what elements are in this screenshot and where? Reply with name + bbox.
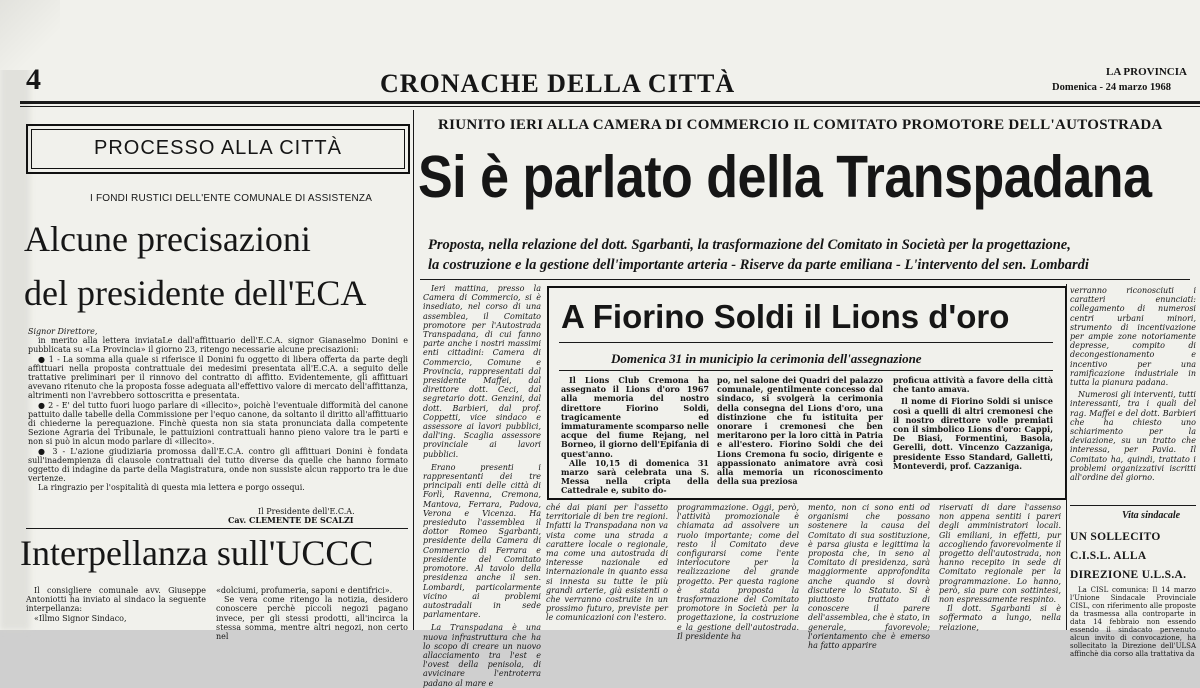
- main-column-2: [546, 503, 668, 630]
- right-column-text: [1070, 286, 1196, 482]
- lions-column-2: [717, 376, 883, 486]
- main-deck-rule: [420, 279, 1190, 280]
- left-kicker: I FONDI RUSTICI DELL'ENTE COMUNALE DI ASSISTENZA: [90, 193, 373, 204]
- right-paragraph-2: Numerosi gli interventi, tutti interessanti, tra i quali del rag. Maffei e del dott. Barbieri che ha chiesto uno schiarimento per la deviazione, su un tratto che interessa, per Pavia. Il Comitato ha, quindi, trattato i problemi organizzativi iscritti all'ordine del giorno.: [1070, 390, 1196, 483]
- column-separator-left: [413, 110, 414, 630]
- lions-c3-paragraph-2: Il nome di Fiorino Soldi si unisce così a quelli di altri cremonesi che il nostro direttore volle premiati con il simbolico Lions d'oro: Cappi, De Biasi, Formentini, Basola, Gerelli, dott. Vincenzo Cazzaniga, presidente Esso Standard, Galletti, Monteverdi, prof. Cazzaniga.: [893, 396, 1053, 471]
- interpellanza-paragraph-1: Il consigliere comunale avv. Giuseppe Antoniotti ha inviato al sindaco la seguente interpellanza:: [26, 586, 206, 614]
- left-headline-line-2: del presidente dell'ECA: [24, 273, 367, 313]
- page-number: 4: [26, 63, 41, 96]
- interpellanza-paragraph-3: «dolciumi, profumeria, saponi e dentifrici».: [216, 586, 393, 595]
- letter-paragraph-4: ● 3 - L'azione giudiziaria promossa dall'E.C.A. contro gli affittuari Donini è fondata sull'inadempienza di clausole contrattuali del tutto diverse da quelle che hanno formato oggetto di indagine da parte della Magistratura, onde non sussiste alcun rapporto tra le due vertenze.: [28, 446, 408, 484]
- lions-column-1: [561, 376, 709, 496]
- letter-salutation: Signor Direttore,: [28, 327, 98, 336]
- lions-rule-1: [559, 342, 1053, 343]
- main-column-3: [677, 503, 799, 641]
- main-kicker: RIUNITO IERI ALLA CAMERA DI COMMERCIO IL COMITATO PROMOTORE DELL'AUTOSTRADA: [438, 117, 1163, 133]
- lions-box: [547, 286, 1067, 500]
- interpellanza-text-2: [216, 586, 408, 641]
- right-column-divider: [1070, 505, 1196, 506]
- lions-headline: A Fiorino Soldi il Lions d'oro: [561, 298, 1010, 335]
- lions-column-3: [893, 376, 1053, 471]
- main-col4-paragraph: mento, non ci sono enti od organismi che possano sostenere la causa del Comitato di sua sostituzione, è parsa giusta e legittima la proposta che, in seno al Comitato di presidenza, sarà maggiormente approfondita anche quando si dovrà discutere lo Statuto. Si è piuttosto trattato di conoscere il parere dell'assemblea, che è stato, in generale, favorevole; l'orientamento che è emerso ha fatto apparire: [808, 503, 930, 651]
- signature-name: Cav. CLEMENTE DE SCALZI: [228, 515, 354, 525]
- main-col5-paragraph-2: Il dott. Sgarbanti si è soffermato a lungo, nella relazione,: [939, 604, 1061, 632]
- main-col1-paragraph-1: Ieri mattina, presso la Camera di Commercio, si è insediato, nel corso di una assemblea, il Comitato promotore per l'Autostrada Transpadana, di cui fanno parte anche i nostri massimi enti cittadini: Camera di Commercio, Comune e Provincia, rappresentati dal presidente Maffei, dal direttore dott. Ceci, dal segretario dott. Genzini, dal dott. Barbieri, dal prof. Coppetti, vice sindaco e assessore ai lavori pubblici, dall'ing. Scaglia assessore provinciale ai lavori pubblici.: [423, 284, 541, 459]
- main-col1-paragraph-3: La Transpadana è una nuova infrastruttura che ha lo scopo di creare un nuovo allacciamento tra l'est e l'ovest della penisola, di avvicinare l'entroterra padano al mare e: [423, 623, 541, 688]
- boxed-title: PROCESSO ALLA CITTÀ: [94, 137, 342, 159]
- left-column-divider: [26, 528, 408, 529]
- interpellanza-paragraph-2: «Illmo Signor Sindaco,: [34, 613, 127, 623]
- main-headline: Si è parlato della Transpadana: [418, 144, 1152, 211]
- letter-paragraph-2: ● 1 - La somma alla quale si riferisce il Donini fu oggetto di libera offerta da parte degli affittuari nella proposta contrattuale dei medesimi presentata all'E.C.A. a seguito delle trattative preliminari per il rinnovo del contratto di affitto. Evidentemente, gli affittuari avevano ritenuto che la proposta fosse adeguata all'effettivo valore di mercato dell'affittanza, altrimenti non l'avrebbero sottoscritta e presentata.: [28, 354, 408, 401]
- left-headline-3: Interpellanza sull'UCCC: [20, 533, 374, 573]
- right-headline: UN SOLLECITO C.I.S.L. ALLA DIREZIONE U.L.S.A.: [1070, 531, 1187, 581]
- main-col5-paragraph-1: riservati di dare l'assenso non appena sentiti i pareri degli amministratori locali. Gli emiliani, in effetti, pur accogliendo favorevolmente il progetto dell'autostrada, non hanno recepito in sede di Comitato regionale per la programmazione. Lo hanno, però, sia pure con sottintesi, non espressamente respinto.: [939, 503, 1061, 605]
- eca-letter: [28, 327, 408, 493]
- section-title: CRONACHE DELLA CITTÀ: [380, 69, 736, 98]
- main-column-4: [808, 503, 930, 651]
- masthead-rule-thin: [20, 106, 1200, 107]
- signature-title: Il Presidente dell'E.C.A.: [258, 507, 355, 516]
- boxed-title-frame: [26, 124, 410, 174]
- right-paragraph-1: verranno riconosciuti i caratteri enunciati: collegamento di numerosi centri urbani minori, strumento di incentivazione per ampie zone notoriamente depresse, compito di decongestionamento e incentivo per una ramificazione industriale in tutta la pianura padana.: [1070, 286, 1196, 388]
- right-cisl-text: [1070, 586, 1196, 658]
- main-col1-paragraph-2: Erano presenti i rappresentanti dei tre principali enti delle città di Forlì, Ravenna, Cremona, Mantova, Ferrara, Padova, Verona e Vicenza. Ha presieduto l'assemblea il dottor Romeo Sgarbanti, presidente della Camera di Commercio di Ferrara e presidente del Comitato promotore. Al tavolo della presidenza anche il sen. Lombardi, particolarmente vicino ai problemi autostradali in sede parlamentare.: [423, 462, 541, 620]
- page-corner-fold: [0, 0, 60, 70]
- letter-paragraph-3: ● 2 - E' del tutto fuori luogo parlare di «illecito», poichè l'eventuale difformità del canone pattuito dalle tabelle della Commissione per l'equo canone, da soltanto il diritto all'affittuario di chiederne la perequazione. Finchè questa non sia stata pronunciata dalla competente Sezione Agraria del Tribunale, le pattuizioni contrattuali hanno pieno valore tra le parti e non si può in alcun modo parlare di «illecito».: [28, 400, 408, 447]
- main-col3-paragraph: programmazione. Oggi, però, l'attività promozionale è chiamata ad assolvere un ruolo importante; come del resto il Comitato deve configurarsi come l'ente interlocutore per la realizzazione del grande progetto. Per questa ragione è stata proposta la trasformazione del Comitato promotore in Società per la progettazione, la costruzione e la gestione dell'autostrada. Il presidente ha: [677, 503, 799, 641]
- lions-c1-paragraph-1: Il Lions Club Cremona ha assegnato il Lions d'oro 1967 alla memoria del nostro direttore Fiorino Soldi, tragicamente ed immaturamente scomparso nelle acque del fiume Rejang, nel Borneo, il giorno dell'Epifania di quest'anno.: [561, 375, 709, 459]
- right-paragraph-3: La CISL comunica: Il 14 marzo l'Unione Sindacale Provinciale CISL, con riferimento alle proposte da trasmessa alla controparte in data 14 febbraio non essendo essendo il sindacato pervenuto alcun invito di convocazione, ha sollecitato la Direzione dell'ULSA affinchè dia corso alla trattativa da: [1070, 586, 1196, 658]
- lions-subhead: Domenica 31 in municipio la cerimonia dell'assegnazione: [611, 351, 922, 366]
- vita-sindacale-title: Vita sindacale: [1122, 510, 1181, 521]
- letter-paragraph-1: in merito alla lettera inviataLe dall'affittuario dell'E.C.A. signor Gianaselmo Donini e pubblicata su «La Provincia» il giorno 23, ritengo necessarie alcune precisazioni:: [28, 336, 408, 355]
- masthead-rule: [20, 101, 1200, 104]
- issue-date: Domenica - 24 marzo 1968: [1052, 82, 1171, 93]
- main-deck-line-1: Proposta, nella relazione del dott. Sgarbanti, la trasformazione del Comitato in Società per la progettazione,: [428, 237, 1071, 253]
- column-separator-right: [1066, 284, 1067, 630]
- lions-c1-paragraph-2: Alle 10,15 di domenica 31 marzo sarà celebrata una S. Messa nella cripta della Cattedrale e, subito do-: [561, 457, 709, 496]
- interpellanza-text: [26, 586, 206, 623]
- letter-paragraph-5: La ringrazio per l'ospitalità di questa mia lettera e porgo ossequi.: [38, 483, 305, 493]
- lions-c2-paragraph: po, nel salone dei Quadri del palazzo comunale, gentilmente concesso dal sindaco, si svolgerà la cerimonia della consegna del Lions d'oro, una distinzione che fu istituita per onorare i cremonesi che ben meritarono per la loro città in Patria e all'estero. Fiorino Soldi che dei Lions Cremona fu socio, dirigente e appassionato animatore avrà così alla memoria un riconoscimento della sua preziosa: [717, 375, 883, 487]
- left-headline-line-1: Alcune precisazioni: [24, 219, 311, 259]
- lions-c3-paragraph-1: proficua attività a favore della città che tanto amava.: [893, 375, 1053, 395]
- main-deck-line-2: la costruzione e la gestione dell'importante arteria - Riserve da parte emiliana - L'intervento del sen. Lombardi: [428, 257, 1089, 273]
- main-col2-paragraph: ché dai piani per l'assetto territoriale di ben tre regioni. Infatti la Transpadana non va vista come una strada a carattere locale o regionale, ma come una autostrada di interesse nazionale ed internazionale in quanto essa si innesta su tutte le più grandi arterie, già esistenti o che verranno costruite in un prossimo futuro, previste per le comunicazioni con l'estero.: [546, 503, 668, 623]
- lions-rule-2: [559, 370, 1053, 371]
- interpellanza-paragraph-4: Se vera come ritengo la notizia, desidero conoscere perchè piccoli negozi pagano invece, per gli stessi prodotti, all'incirca la stessa somma, mentre altri negozi, non certo nel: [216, 595, 408, 642]
- main-column-1: [423, 284, 541, 688]
- newspaper-name: LA PROVINCIA: [1106, 66, 1187, 78]
- main-column-5: [939, 503, 1061, 630]
